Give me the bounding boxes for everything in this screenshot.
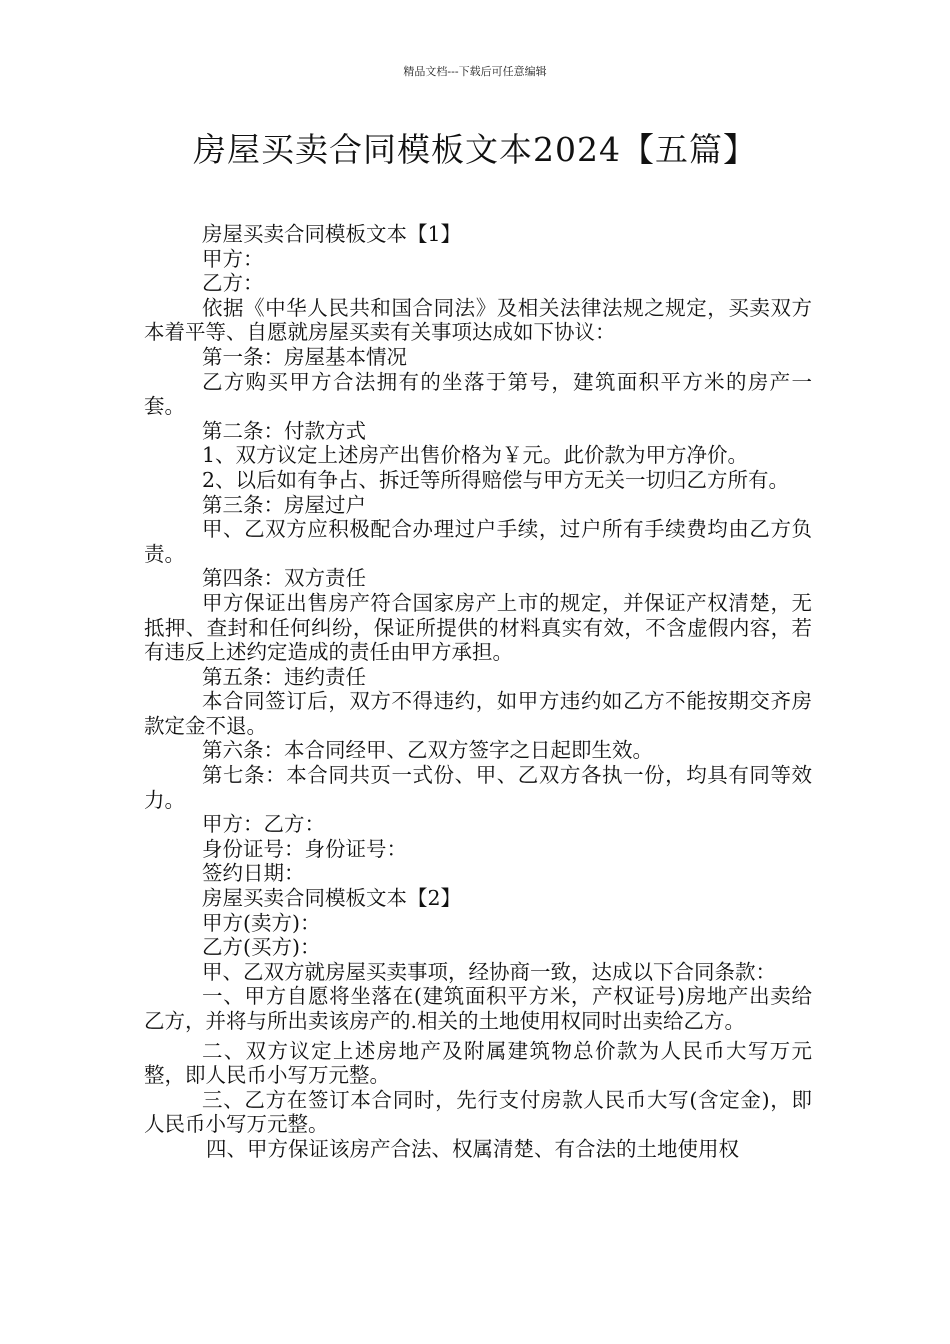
paragraph: 第七条：本合同共页一式份、甲、乙双方各执一份，均具有同等效力。 (144, 763, 812, 812)
paragraph: 二、双方议定上述房地产及附属建筑物总价款为人民币大写万元整，即人民币小写万元整。 (144, 1038, 812, 1088)
id-number-line: 身份证号：身份证号： (202, 836, 407, 861)
clause-heading: 第二条：付款方式 (202, 418, 366, 443)
paragraph: 乙方购买甲方合法拥有的坐落于第号，建筑面积平方米的房产一套。 (144, 369, 812, 419)
paragraph: 甲、乙双方就房屋买卖事项，经协商一致，达成以下合同条款： (202, 959, 776, 984)
signing-date-line: 签约日期： (202, 861, 305, 886)
document-body (144, 222, 812, 1162)
party-a-line: 甲方： (202, 246, 264, 271)
section-heading: 房屋买卖合同模板文本【2】 (202, 886, 462, 911)
party-b-line: 乙方： (202, 271, 264, 296)
header-note: 精品文档---下载后可任意编辑 (403, 65, 547, 78)
paragraph: 2、以后如有争占、拆迁等所得赔偿与甲方无关一切归乙方所有。 (202, 467, 790, 492)
clause-heading: 第五条：违约责任 (202, 664, 366, 689)
paragraph: 第六条：本合同经甲、乙双方签字之日起即生效。 (202, 738, 653, 763)
paragraph: 一、甲方自愿将坐落在(建筑面积平方米，产权证号)房地产出卖给乙方，并将与所出卖该房产的.相关的土地使用权同时出卖给乙方。 (144, 984, 812, 1033)
party-a-line: 甲方(卖方)： (202, 910, 321, 935)
clause-heading: 第三条：房屋过户 (202, 492, 366, 517)
paragraph: 三、乙方在签订本合同时，先行支付房款人民币大写(含定金)，即人民币小写万元整。 (144, 1087, 812, 1137)
signature-line: 甲方：乙方： (202, 812, 325, 837)
clause-heading: 第一条：房屋基本情况 (202, 344, 407, 369)
clause-heading: 第四条：双方责任 (202, 566, 366, 591)
paragraph: 甲方保证出售房产符合国家房产上市的规定，并保证产权清楚，无抵押、查封和任何纠纷，保证所提供的材料真实有效，不含虚假内容，若有违反上述约定造成的责任由甲方承担。 (144, 590, 812, 665)
paragraph: 本合同签订后，双方不得违约，如甲方违约如乙方不能按期交齐房款定金不退。 (144, 689, 812, 738)
paragraph: 1、双方议定上述房产出售价格为￥元。此价款为甲方净价。 (202, 443, 749, 468)
party-b-line: 乙方(买方)： (202, 935, 321, 960)
paragraph: 依据《中华人民共和国合同法》及相关法律法规之规定，买卖双方本着平等、自愿就房屋买卖有关事项达成如下协议： (144, 295, 812, 345)
document-title: 房屋买卖合同模板文本2024【五篇】 (193, 130, 757, 169)
paragraph: 甲、乙双方应积极配合办理过户手续，过户所有手续费均由乙方负责。 (144, 517, 812, 566)
paragraph: 四、甲方保证该房产合法、权属清楚、有合法的土地使用权 (206, 1136, 739, 1161)
section-heading: 房屋买卖合同模板文本【1】 (202, 222, 462, 246)
